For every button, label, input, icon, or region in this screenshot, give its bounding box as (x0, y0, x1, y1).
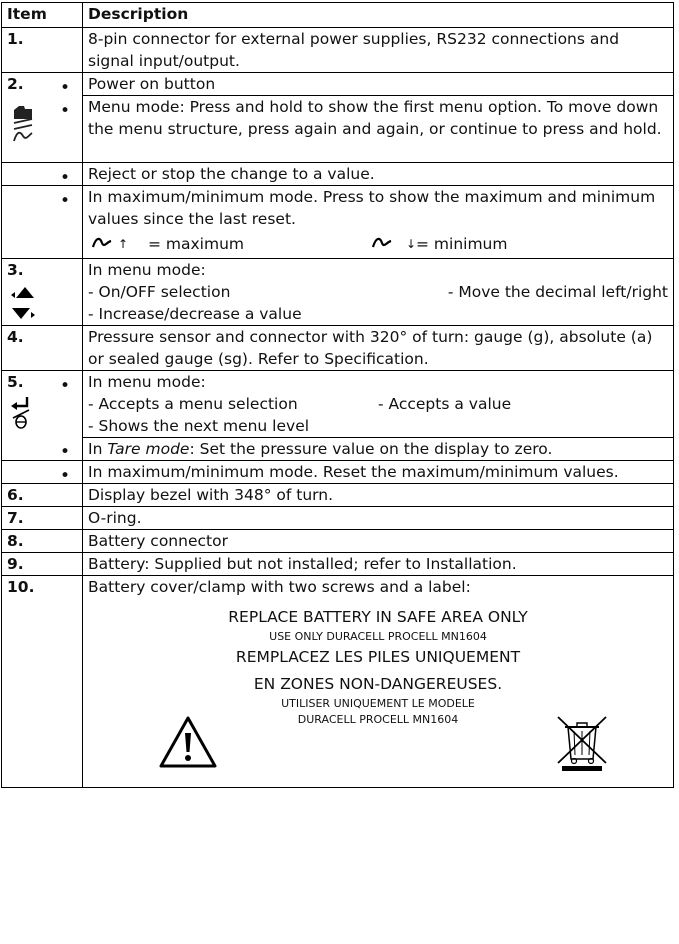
item-number: 8. (2, 529, 83, 552)
table-row (2, 96, 674, 163)
table-row (2, 73, 674, 96)
bullet: • (60, 78, 71, 98)
item-number: 7. (2, 506, 83, 529)
item-number: 10. (2, 575, 83, 787)
item-description: - Accepts a value (378, 394, 512, 413)
table-header (2, 3, 674, 28)
table-row (2, 506, 674, 529)
table-row (2, 185, 674, 258)
item-description: - Increase/decrease a value (88, 304, 302, 323)
label-line: DURACELL PROCELL MN1604 (297, 712, 459, 726)
menu-escape-icon (11, 101, 37, 151)
table-row (2, 483, 674, 506)
item-number: 4. (2, 325, 83, 370)
label-line: EN ZONES NON-DANGEREUSES. (253, 674, 503, 693)
item-description: Battery cover/clamp with two screws and a label: (88, 577, 471, 596)
up-arrow-icon: ↑ (118, 236, 129, 251)
header-description: Description (83, 3, 674, 28)
item-number: 9. (2, 552, 83, 575)
item-number: 6. (2, 483, 83, 506)
min-wave-icon (372, 233, 392, 255)
item-description: Battery connector (83, 529, 674, 552)
bullet: • (60, 167, 71, 188)
table-row (2, 325, 674, 370)
item-description: In menu mode: (88, 260, 206, 279)
table-row (2, 437, 674, 460)
item-description: Pressure sensor and connector with 320° of turn: gauge (g), absolute (a) or sealed gauge (sg). Refer to Specification. (83, 325, 674, 370)
max-wave-icon (92, 233, 112, 255)
item-number: 2. (7, 75, 24, 93)
item-description: - On/OFF selection (88, 282, 231, 301)
warning-triangle-icon (158, 715, 218, 775)
up-left-arrow-icon (11, 285, 35, 307)
item-number: 5. (7, 372, 24, 391)
table-row (2, 529, 674, 552)
table-row (2, 258, 674, 325)
item-description: In maximum/minimum mode. Press to show the maximum and minimum values since the last reset. (88, 187, 656, 228)
bullet: • (60, 190, 71, 211)
item-description: O-ring. (83, 506, 674, 529)
label-line: REMPLACEZ LES PILES UNIQUEMENT (235, 647, 521, 666)
bullet: • (60, 465, 71, 486)
bullet: • (60, 442, 71, 462)
item-description: Reject or stop the change to a value. (83, 162, 674, 185)
item-description: Menu mode: Press and hold to show the first menu option. To move down the menu structure, press again and again, or continue to press and hold. (83, 96, 674, 163)
item-description: In Tare mode: Set the pressure value on the display to zero. (83, 437, 674, 460)
min-label: = minimum (416, 234, 508, 253)
item-description-table (1, 2, 674, 788)
label-line: UTILISER UNIQUEMENT LE MODELE (281, 696, 475, 710)
item-description: - Accepts a menu selection (88, 394, 298, 413)
item-description: Power on button (83, 73, 674, 96)
tare-mode-term: Tare mode (107, 439, 190, 458)
item-description: Battery: Supplied but not installed; refer to Installation. (83, 552, 674, 575)
item-description: In maximum/minimum mode. Reset the maximum/minimum values. (83, 460, 674, 483)
item-description: - Shows the next menu level (88, 416, 310, 435)
table-row (2, 28, 674, 73)
table-row (2, 370, 674, 437)
item-description: - Move the decimal left/right (447, 282, 668, 301)
label-line: REPLACE BATTERY IN SAFE AREA ONLY (228, 607, 528, 626)
label-line: USE ONLY DURACELL PROCELL MN1604 (269, 629, 487, 643)
item-description: In menu mode: (88, 372, 206, 391)
item-description: Display bezel with 348° of turn. (83, 483, 674, 506)
bullet: • (60, 100, 71, 121)
enter-tare-icon (11, 395, 33, 437)
down-arrow-icon: ↓ (406, 236, 417, 251)
table-row (2, 460, 674, 483)
battery-cover-label (88, 605, 668, 787)
item-description: 8-pin connector for external power supplies, RS232 connections and signal input/output. (83, 28, 674, 73)
crossed-bin-icon (554, 713, 610, 777)
table-row (2, 162, 674, 185)
item-number: 3. (7, 260, 24, 279)
table-row (2, 575, 674, 787)
max-label: = maximum (148, 234, 245, 253)
max-min-legend (88, 230, 668, 258)
header-item: Item (2, 3, 83, 28)
bullet: • (60, 375, 71, 396)
table-row (2, 552, 674, 575)
item-number: 1. (2, 28, 83, 73)
